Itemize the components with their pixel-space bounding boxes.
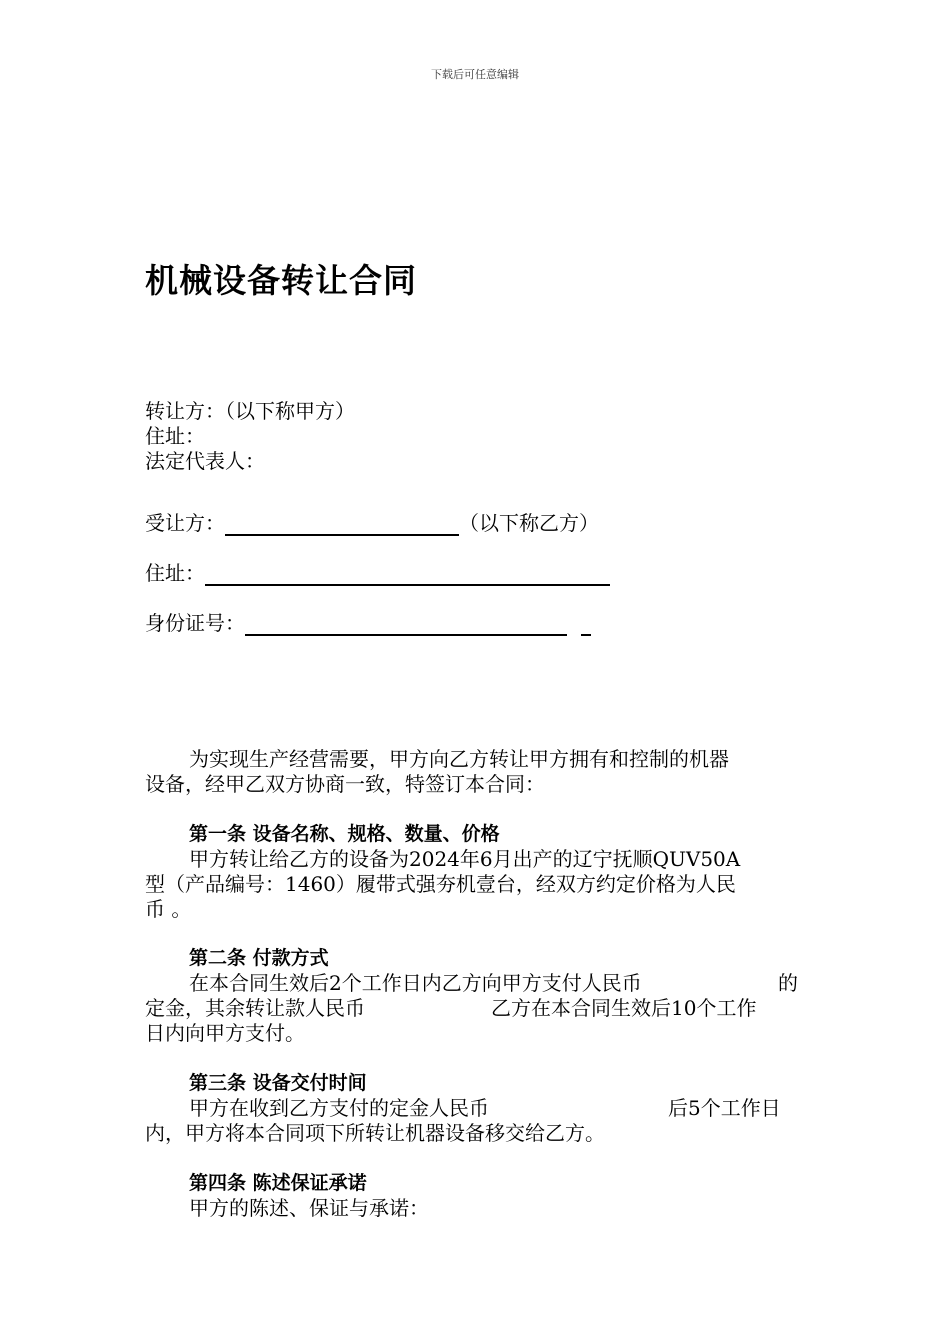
article-2-line-1a: 在本合同生效后2个工作日内乙方向甲方支付人民币 (189, 971, 642, 995)
article-2-line-3: 日内向甲方支付。 (145, 1021, 305, 1045)
id-number-blank-tail (581, 612, 591, 636)
preamble-line-2: 设备，经甲乙双方协商一致，特签订本合同： (145, 772, 545, 796)
article-1-heading: 第一条 设备名称、规格、数量、价格 (189, 823, 500, 845)
transferee-suffix: （以下称乙方） (459, 511, 599, 535)
transferor-address-line: 住址： (145, 424, 205, 448)
article-2-line-2b: 乙方在本合同生效后10个工作 (491, 996, 757, 1020)
article-3-line-2: 内，甲方将本合同项下所转让机器设备移交给乙方。 (145, 1121, 605, 1145)
transferee-label: 受让方： (145, 511, 225, 535)
id-number-blank (245, 612, 567, 636)
article-2-line-1b: 的 (778, 971, 798, 995)
article-3-line-1b: 后5个工作日 (668, 1096, 781, 1120)
article-3-line-1a: 甲方在收到乙方支付的定金人民币 (189, 1096, 489, 1120)
id-number-line (145, 611, 591, 636)
preamble-line-1: 为实现生产经营需要，甲方向乙方转让甲方拥有和控制的机器 (189, 747, 729, 771)
legal-rep-line: 法定代表人： (145, 449, 265, 473)
header-note: 下载后可任意编辑 (431, 68, 519, 81)
transferor-line: 转让方：（以下称甲方） (145, 399, 355, 423)
document-title: 机械设备转让合同 (145, 261, 417, 300)
article-4-line-1: 甲方的陈述、保证与承诺： (189, 1196, 429, 1220)
article-1-line-3: 币 。 (145, 897, 192, 921)
transferee-address-blank (205, 562, 610, 586)
article-4-heading: 第四条 陈述保证承诺 (189, 1172, 367, 1194)
transferee-address-line (145, 561, 610, 586)
transferee-address-label: 住址： (145, 561, 205, 585)
id-number-label: 身份证号： (145, 611, 245, 635)
transferee-line (145, 511, 599, 536)
article-1-line-2: 型（产品编号：1460）履带式强夯机壹台，经双方约定价格为人民 (145, 872, 736, 896)
article-3-heading: 第三条 设备交付时间 (189, 1072, 367, 1094)
article-1-line-1: 甲方转让给乙方的设备为2024年6月出产的辽宁抚顺QUV50A (189, 847, 741, 871)
transferee-blank (225, 512, 459, 536)
article-2-heading: 第二条 付款方式 (189, 947, 329, 969)
article-2-line-2a: 定金，其余转让款人民币 (145, 996, 365, 1020)
